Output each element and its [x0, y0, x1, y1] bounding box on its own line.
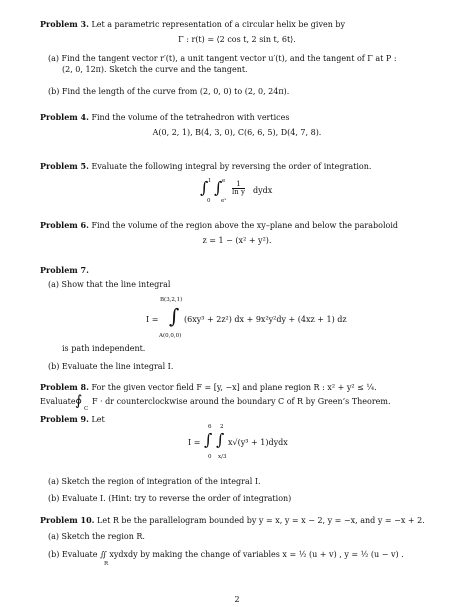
evaluate-rest: F · dr counterclockwise around the boundary C of R by Green’s Theorem. — [92, 397, 391, 406]
problem-10-region-subscript: R — [104, 561, 109, 567]
problem-4-statement — [40, 112, 289, 123]
problem-3-part-a-line2: (2, 0, 12π). Sketch the curve and the tangent. — [62, 65, 248, 74]
outer-lower: 0 — [208, 454, 212, 460]
line-integral-sign: ∫ — [169, 304, 180, 328]
problem-6-equation: z = 1 − (x² + y²). — [202, 236, 272, 245]
inner-upper-limit: e — [222, 178, 226, 184]
integrand-fraction — [232, 181, 245, 196]
problem-10-part-b: (b) Evaluate ∬ xydxdy by making the change of variables x = ½ (u + v) , y = ½ (u − v) . — [48, 550, 404, 559]
outer-upper: 6 — [208, 424, 212, 430]
problem-8-text: For the given vector field F = [y, −x] and plane region R : x² + y² ≤ ¼. — [91, 383, 377, 392]
problem-6-label: Problem 6. — [40, 220, 89, 230]
page-number: 2 — [234, 595, 240, 604]
evaluate-word: Evaluate — [40, 397, 76, 406]
upper-point: B(3,2,1) — [160, 297, 183, 303]
problem-6-text: Find the volume of the region above the xy–plane and below the paraboloid — [91, 221, 399, 230]
integral-lhs: I = — [146, 315, 159, 324]
inner-upper: 2 — [220, 424, 224, 430]
fraction-numerator: 1 — [232, 181, 245, 189]
problem-3-equation: Γ : r(t) = ⟨2 cos t, 2 sin t, 6t⟩. — [178, 35, 296, 44]
outer-upper-limit: 1 — [208, 178, 212, 184]
inner-lower-limit: eˣ — [221, 198, 227, 204]
problem-7-part-b: (b) Evaluate the line integral I. — [48, 362, 174, 371]
inner-integral: ∫ — [216, 430, 225, 449]
problem-5-integral — [200, 176, 280, 206]
outer-integral: ∫ — [204, 430, 213, 449]
problem-5-statement — [40, 161, 371, 172]
problem-6-statement — [40, 220, 398, 231]
problem-8-statement — [40, 382, 377, 393]
fraction-denominator: ln y — [232, 188, 245, 196]
problem-7-label: Problem 7. — [40, 265, 89, 275]
problem-3-part-a-line1: (a) Find the tangent vector r′(t), a unit tangent vector u′(t), and the tangent of Γ at P : — [48, 54, 397, 63]
problem-7-line-integral — [146, 297, 406, 343]
problem-10-label: Problem 10. — [40, 515, 95, 525]
problem-9-label: Problem 9. — [40, 414, 89, 424]
problem-9-part-b: (b) Evaluate I. (Hint: try to reverse the order of integration) — [48, 494, 292, 503]
problem-9-text: Let — [91, 415, 105, 424]
problem-3-part-b: (b) Find the length of the curve from (2, 0, 0) to (2, 0, 24π). — [48, 87, 290, 96]
differential: dydx — [253, 186, 273, 195]
line-integrand: (6xy³ + 2z²) dx + 9x²y²dy + (4xz + 1) dz — [184, 315, 347, 324]
problem-10-part-a: (a) Sketch the region R. — [48, 532, 145, 541]
inner-integral-sign: ∫ — [214, 178, 223, 197]
problem-9-part-a: (a) Sketch the region of integration of the integral I. — [48, 477, 261, 486]
contour-subscript: C — [84, 406, 89, 412]
problem-10-statement — [40, 515, 425, 526]
problem-3-text: Let a parametric representation of a circular helix be given by — [91, 20, 346, 29]
inner-lower: x/3 — [218, 454, 227, 460]
problem-7-path-independent: is path independent. — [62, 344, 146, 353]
problem-8-evaluate-line — [40, 393, 440, 413]
problem-3-statement — [40, 19, 345, 30]
outer-integral-sign: ∫ — [200, 178, 209, 197]
contour-integral-sign: ∮ — [75, 393, 83, 409]
double-integrand: x√(y³ + 1)dydx — [228, 438, 288, 447]
problem-7-part-a: (a) Show that the line integral — [48, 280, 171, 289]
problem-9-double-integral — [188, 424, 328, 462]
problem-4-text: Find the volume of the tetrahedron with vertices — [91, 113, 290, 122]
problem-10-text: Let R be the parallelogram bounded by y = x, y = x − 2, y = −x, and y = −x + 2. — [97, 516, 425, 525]
outer-lower-limit: 0 — [207, 198, 211, 204]
problem-3-label: Problem 3. — [40, 19, 89, 29]
problem-8-label: Problem 8. — [40, 382, 89, 392]
problem-5-text: Evaluate the following integral by reversing the order of integration. — [91, 162, 372, 171]
problem-4-label: Problem 4. — [40, 112, 89, 122]
double-integral-lhs: I = — [188, 438, 201, 447]
problem-9-statement — [40, 414, 105, 425]
problem-5-label: Problem 5. — [40, 161, 89, 171]
lower-point: A(0,0,0) — [159, 333, 182, 339]
problem-4-vertices: A(0, 2, 1), B(4, 3, 0), C(6, 6, 5), D(4, 7, 8). — [152, 128, 322, 137]
